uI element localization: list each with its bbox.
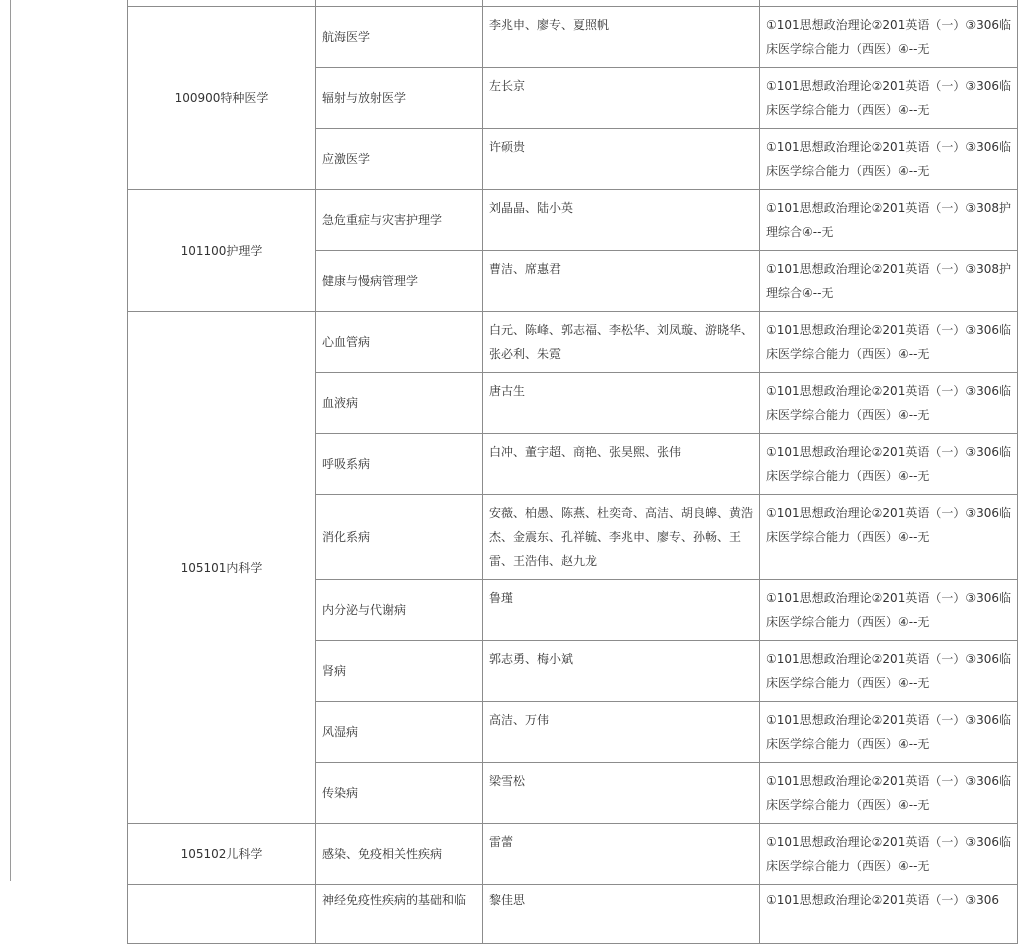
direction-cell: 肾病 bbox=[316, 641, 483, 702]
enrollment-table bbox=[127, 0, 1018, 944]
direction-cell: 感染、免疫相关性疾病 bbox=[316, 824, 483, 885]
supervisors-cell: 黎佳思 bbox=[483, 885, 760, 944]
major-cell bbox=[128, 885, 316, 944]
exam-subjects-cell: ①101思想政治理论②201英语（一）③306临床医学综合能力（西医）④--无 bbox=[760, 702, 1018, 763]
direction-cell: 心血管病 bbox=[316, 312, 483, 373]
supervisors-cell: 白冲、董宇超、商艳、张昊熙、张伟 bbox=[483, 434, 760, 495]
direction-cell: 内分泌与代谢病 bbox=[316, 580, 483, 641]
table-row bbox=[128, 824, 1018, 885]
supervisors-cell: 鲁瑾 bbox=[483, 580, 760, 641]
table-row bbox=[128, 312, 1018, 373]
table-row bbox=[128, 885, 1018, 944]
exam-subjects-cell: ①101思想政治理论②201英语（一）③306临床医学综合能力（西医）④--无 bbox=[760, 312, 1018, 373]
table-row bbox=[128, 7, 1018, 68]
supervisors-cell: 郭志勇、梅小斌 bbox=[483, 641, 760, 702]
left-border-line bbox=[10, 0, 11, 881]
table-row bbox=[128, 190, 1018, 251]
supervisors-cell: 曹洁、席惠君 bbox=[483, 251, 760, 312]
exam-subjects-cell: ①101思想政治理论②201英语（一）③306临床医学综合能力（西医）④--无 bbox=[760, 68, 1018, 129]
major-cell: 101100护理学 bbox=[128, 190, 316, 312]
supervisors-cell: 雷蕾 bbox=[483, 824, 760, 885]
exam-subjects-cell: ①101思想政治理论②201英语（一）③306临床医学综合能力（西医）④--无 bbox=[760, 129, 1018, 190]
major-cell: 105102儿科学 bbox=[128, 824, 316, 885]
exam-subjects-cell: ①101思想政治理论②201英语（一）③306临床医学综合能力（西医）④--无 bbox=[760, 641, 1018, 702]
direction-cell: 风湿病 bbox=[316, 702, 483, 763]
supervisors-cell: 许硕贵 bbox=[483, 129, 760, 190]
exam-subjects-cell: ①101思想政治理论②201英语（一）③306临床医学综合能力（西医）④--无 bbox=[760, 434, 1018, 495]
exam-subjects-cell: ①101思想政治理论②201英语（一）③308护理综合④--无 bbox=[760, 251, 1018, 312]
direction-cell: 消化系病 bbox=[316, 495, 483, 580]
supervisors-cell: 左长京 bbox=[483, 68, 760, 129]
supervisors-cell: 唐古生 bbox=[483, 373, 760, 434]
supervisors-cell: 刘晶晶、陆小英 bbox=[483, 190, 760, 251]
supervisors-cell: 白元、陈峰、郭志福、李松华、刘凤璇、游晓华、张必利、朱霓 bbox=[483, 312, 760, 373]
supervisors-cell: 高洁、万伟 bbox=[483, 702, 760, 763]
major-cell: 105101内科学 bbox=[128, 312, 316, 824]
direction-cell: 呼吸系病 bbox=[316, 434, 483, 495]
exam-subjects-cell: ①101思想政治理论②201英语（一）③306 bbox=[760, 885, 1018, 944]
major-cell: 100900特种医学 bbox=[128, 7, 316, 190]
supervisors-cell: 梁雪松 bbox=[483, 763, 760, 824]
direction-cell: 神经免疫性疾病的基础和临 bbox=[316, 885, 483, 944]
direction-cell: 航海医学 bbox=[316, 7, 483, 68]
exam-subjects-cell: ①101思想政治理论②201英语（一）③306临床医学综合能力（西医）④--无 bbox=[760, 373, 1018, 434]
direction-cell: 传染病 bbox=[316, 763, 483, 824]
direction-cell: 应激医学 bbox=[316, 129, 483, 190]
exam-subjects-cell: ①101思想政治理论②201英语（一）③306临床医学综合能力（西医）④--无 bbox=[760, 763, 1018, 824]
direction-cell: 血液病 bbox=[316, 373, 483, 434]
supervisors-cell: 安薇、柏愚、陈燕、杜奕奇、高洁、胡良皞、黄浩杰、金震东、孔祥毓、李兆申、廖专、孙畅、王雷、王浩伟、赵九龙 bbox=[483, 495, 760, 580]
supervisors-cell: 李兆申、廖专、夏照帆 bbox=[483, 7, 760, 68]
exam-subjects-cell: ①101思想政治理论②201英语（一）③306临床医学综合能力（西医）④--无 bbox=[760, 7, 1018, 68]
enrollment-table-container bbox=[127, 0, 1017, 907]
exam-subjects-cell: ①101思想政治理论②201英语（一）③306临床医学综合能力（西医）④--无 bbox=[760, 495, 1018, 580]
direction-cell: 健康与慢病管理学 bbox=[316, 251, 483, 312]
exam-subjects-cell: ①101思想政治理论②201英语（一）③306临床医学综合能力（西医）④--无 bbox=[760, 580, 1018, 641]
direction-cell: 辐射与放射医学 bbox=[316, 68, 483, 129]
exam-subjects-cell: ①101思想政治理论②201英语（一）③306临床医学综合能力（西医）④--无 bbox=[760, 824, 1018, 885]
direction-cell: 急危重症与灾害护理学 bbox=[316, 190, 483, 251]
exam-subjects-cell: ①101思想政治理论②201英语（一）③308护理综合④--无 bbox=[760, 190, 1018, 251]
